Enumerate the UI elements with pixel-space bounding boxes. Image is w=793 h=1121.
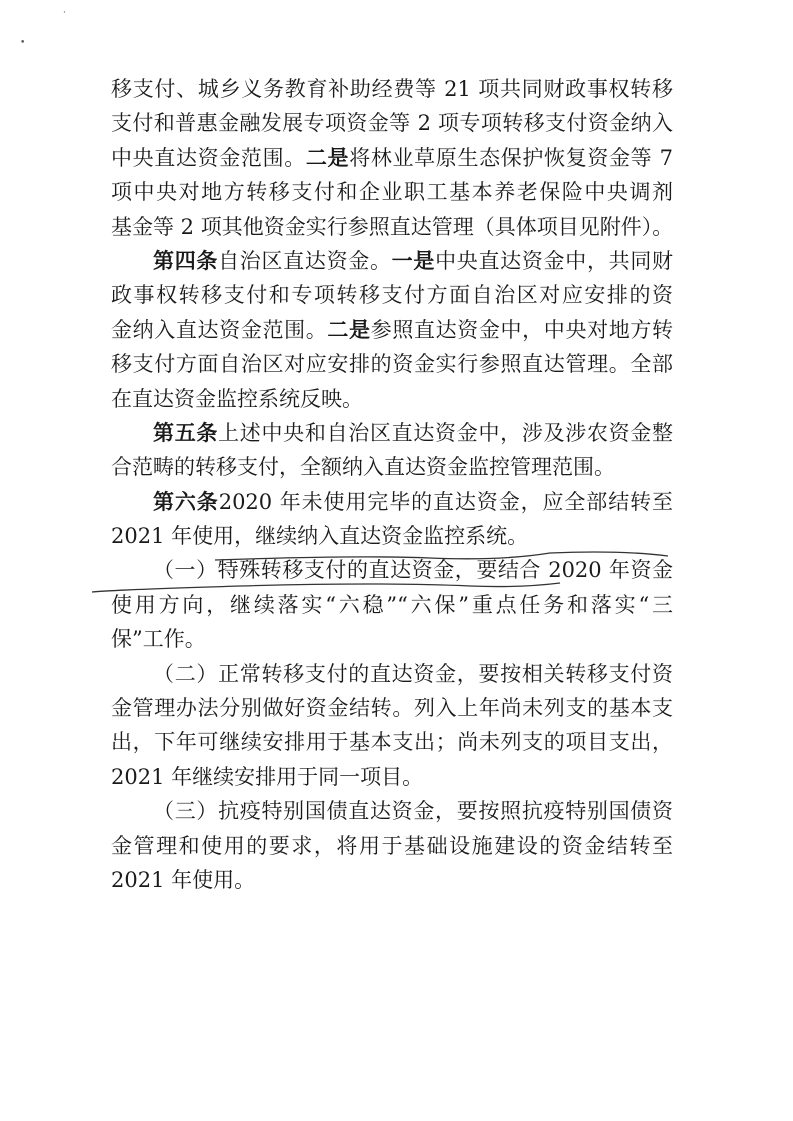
text-line: 在直达资金监控系统反映。 [111, 386, 363, 411]
text-line: 基金等 2 项其他资金实行参照直达管理（具体项目见附件）。 [111, 214, 674, 239]
text-line: 使用方向，继续落实“六稳”“六保”重点任务和落实“三 [111, 592, 673, 617]
text-line: 金管理和使用的要求，将用于基础设施建设的资金结转至 [111, 833, 673, 858]
text-line [111, 244, 673, 278]
text-line: （一）特殊转移支付的直达资金，要结合 2020 年资金 [153, 558, 673, 583]
text-line: 金管理办法分别做好资金结转。列入上年尚未列支的基本支 [111, 696, 673, 721]
text-run: 参照直达资金中，中央对地方转 [370, 317, 674, 342]
scan-speck: · [63, 8, 66, 18]
text-run: 2020 年未使用完毕的直达资金，应全部结转至 [218, 489, 673, 514]
text-line: 支付和普惠金融发展专项资金等 2 项专项转移支付资金纳入 [111, 111, 673, 136]
text-line: 保”工作。 [111, 627, 206, 652]
article-heading: 第六条 [153, 488, 219, 514]
text-line: （二）正常转移支付的直达资金，要按相关转移支付资 [153, 661, 673, 686]
text-run: 中央直达资金范围。 [111, 145, 306, 170]
text-line [111, 485, 673, 519]
text-line: 移支付、城乡义务教育补助经费等 21 项共同财政事权转移 [111, 77, 673, 101]
paragraph-continuation [111, 72, 673, 244]
text-line: 移支付方面自治区对应安排的资金实行参照直达管理。全部 [111, 352, 673, 377]
article-heading: 第五条 [153, 419, 219, 445]
text-line: 2021 年使用。 [111, 867, 256, 892]
text-line [111, 313, 673, 347]
bold-marker: 二是 [327, 316, 371, 342]
scan-speck: • [20, 38, 26, 48]
document-body [111, 72, 673, 897]
text-run: 自治区直达资金。 [218, 248, 392, 273]
text-line: 政事权转移支付和专项转移支付方面自治区对应安排的资 [111, 283, 673, 308]
text-run: 将林业草原生态保护恢复资金等 7 [349, 145, 674, 170]
text-line: 出，下年可继续安排用于基本支出；尚未列支的项目支出， [111, 730, 673, 755]
bold-marker: 二是 [305, 144, 350, 170]
clause-2 [111, 657, 673, 795]
article-5 [111, 416, 673, 485]
text-run: 金纳入直达资金范围。 [111, 317, 328, 342]
text-line [111, 141, 673, 175]
text-line: 合范畴的转移支付，全额纳入直达资金监控管理范围。 [111, 455, 615, 480]
text-line [111, 416, 673, 450]
article-4 [111, 244, 673, 416]
article-heading: 第四条 [153, 247, 219, 273]
text-run: 上述中央和自治区直达资金中，涉及涉农资金整 [218, 420, 674, 445]
article-6 [111, 485, 673, 554]
text-line: 2021 年使用，继续纳入直达资金监控系统。 [111, 524, 529, 549]
bold-marker: 一是 [391, 247, 436, 273]
text-line: （三）抗疫特别国债直达资金，要按照抗疫特别国债资 [153, 799, 673, 824]
text-run: 中央直达资金中，共同财 [435, 248, 674, 273]
text-line: 2021 年继续安排用于同一项目。 [111, 764, 424, 789]
clause-1 [111, 553, 673, 656]
text-line: 项中央对地方转移支付和企业职工基本养老保险中央调剂 [111, 180, 673, 205]
clause-3 [111, 794, 673, 897]
